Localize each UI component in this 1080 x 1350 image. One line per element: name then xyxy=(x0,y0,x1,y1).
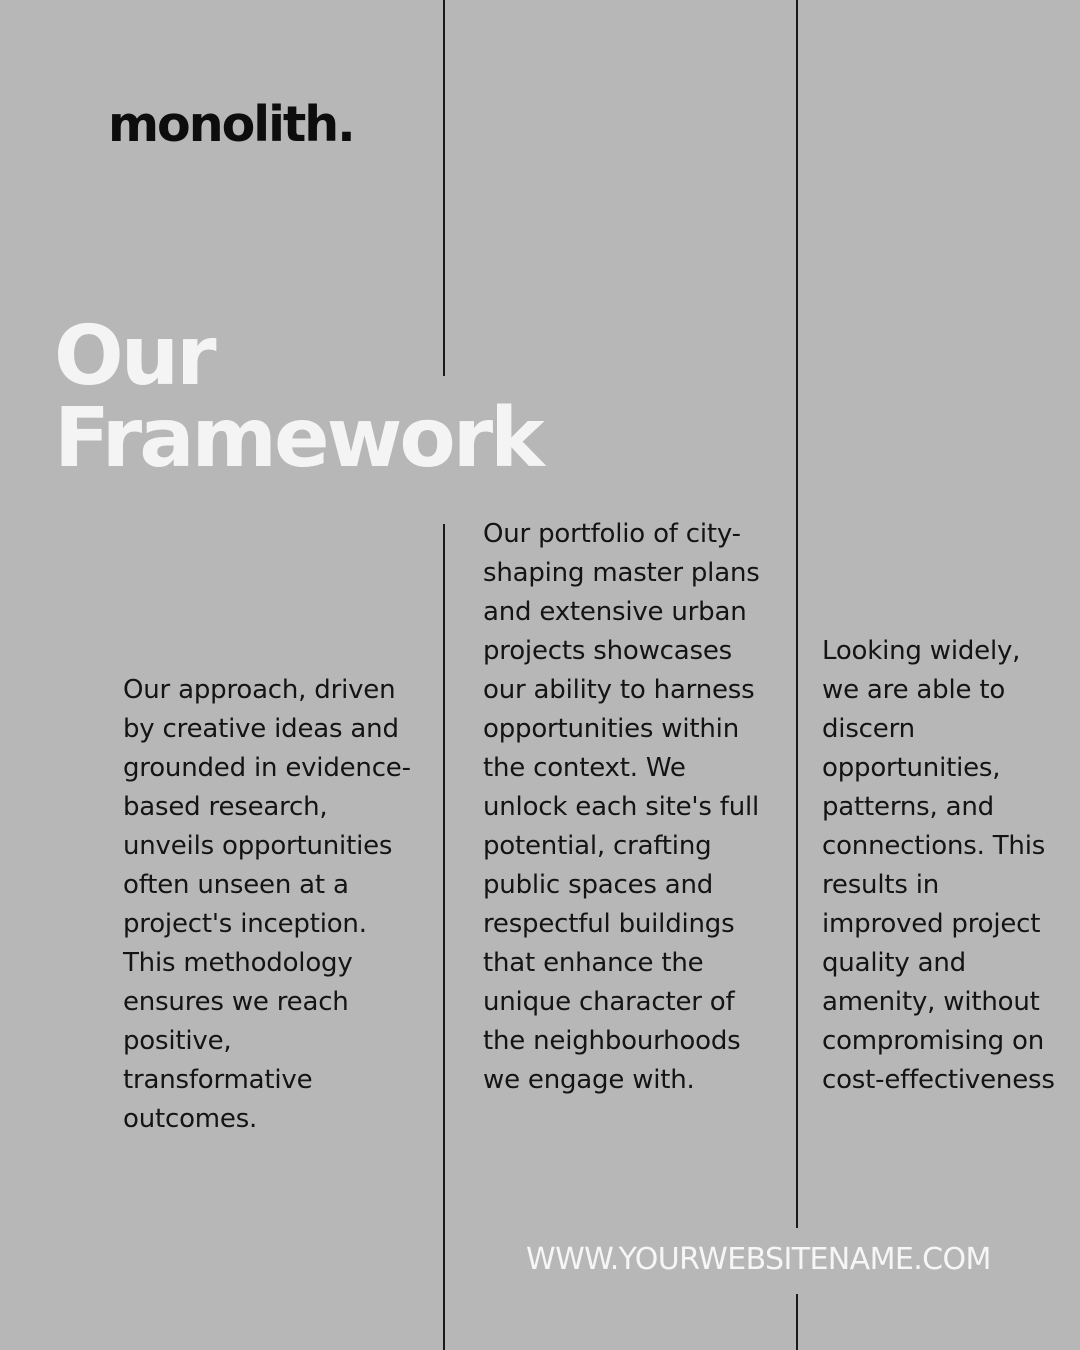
portfolio-paragraph: Our portfolio of city-shaping master plans and extensive urban projects showcases our ability to harness opportunities within the context. We unlock each site's full potential, crafting public spaces and respectful buildings that enhance the unique character of the neighbourhoods we engage with. xyxy=(483,519,760,1095)
divider-line-right-top xyxy=(796,0,798,1228)
brand-logo: monolith. xyxy=(108,96,354,153)
title-line-2: Framework xyxy=(54,391,542,486)
website-link[interactable]: WWW.YOURWEBSITENAME.COM xyxy=(526,1242,991,1277)
page-title xyxy=(54,309,542,486)
perspective-paragraph: Looking widely, we are able to discern opportunities, patterns, and connections. This results in improved project quality and amenity, without compromising on cost-effectiveness xyxy=(822,636,1055,1095)
divider-line-right-bottom xyxy=(796,1294,798,1350)
approach-paragraph: Our approach, driven by creative ideas and grounded in evidence-based research, unveils opportunities often unseen at a project's inception. This methodology ensures we reach positive, transformative outcomes. xyxy=(123,675,411,1134)
title-line-1: Our xyxy=(54,309,214,404)
divider-line-left-bottom xyxy=(443,524,445,1350)
